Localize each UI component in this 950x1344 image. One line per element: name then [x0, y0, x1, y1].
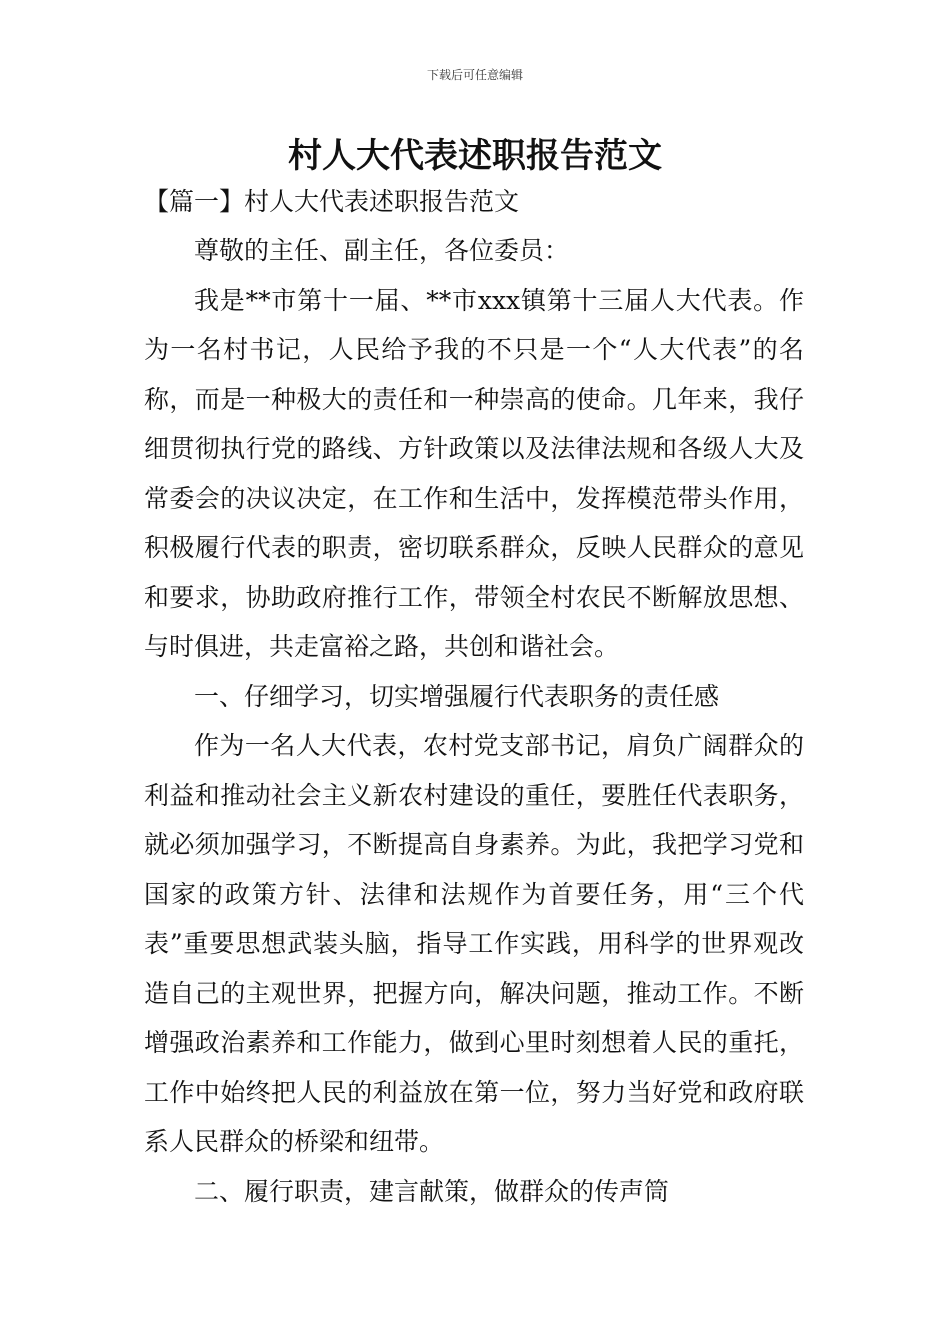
section-1-paragraph: 作为一名人大代表，农村党支部书记，肩负广阔群众的利益和推动社会主义新农村建设的重任，要胜任代表职务，就必须加强学习，不断提高自身素养。为此，我把学习党和国家的政策方针、法律和法规作为首要任务，用“三个代表”重要思想武装头脑，指导工作实践，用科学的世界观改造自己的主观世界，把握方向，解决问题，推动工作。不断增强政治素养和工作能力，做到心里时刻想着人民的重托，工作中始终把人民的利益放在第一位，努力当好党和政府联系人民群众的桥梁和纽带。 [144, 731, 804, 1156]
section-heading-1: 一、仔细学习，切实增强履行代表职务的责任感 [194, 681, 720, 711]
section-heading-2: 二、履行职责，建言献策，做群众的传声筒 [194, 1176, 670, 1206]
salutation-paragraph: 尊敬的主任、副主任，各位委员： [194, 236, 570, 265]
document-subtitle: 【篇一】村人大代表述职报告范文 [144, 187, 520, 216]
document-title: 村人大代表述职报告范文 [288, 136, 662, 176]
intro-paragraph: 我是**市第十一届、**市xxx镇第十三届人大代表。作为一名村书记，人民给予我的不只是一个“人大代表”的名称，而是一种极大的责任和一种崇高的使命。几年来，我仔细贯彻执行党的路线、方针政策以及法律法规和各级人大及常委会的决议决定，在工作和生活中，发挥模范带头作用，积极履行代表的职责，密切联系群众，反映人民群众的意见和要求，协助政府推行工作，带领全村农民不断解放思想、与时俱进，共走富裕之路，共创和谐社会。 [144, 285, 804, 661]
header-note: 下载后可任意编辑 [426, 68, 523, 82]
document-body [144, 226, 804, 1216]
